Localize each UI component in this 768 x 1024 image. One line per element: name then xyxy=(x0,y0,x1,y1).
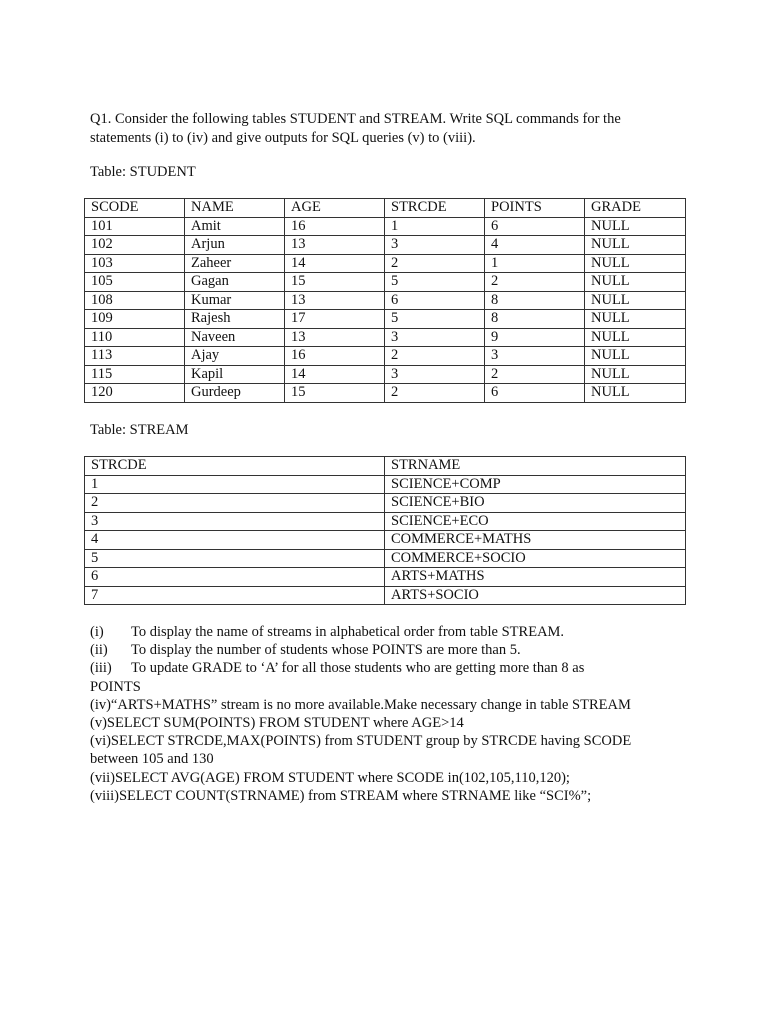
column-header: NAME xyxy=(185,199,285,218)
table-cell: Arjun xyxy=(185,236,285,255)
question-iv: (iv)“ARTS+MATHS” stream is no more available.Make necessary change in table STREAM xyxy=(90,696,631,713)
table-cell: 4 xyxy=(485,236,585,255)
student-table xyxy=(84,198,686,403)
student-row xyxy=(85,347,686,366)
table-cell: 103 xyxy=(85,254,185,273)
stream-table-label: Table: STREAM xyxy=(90,422,189,438)
column-header: STRCDE xyxy=(385,199,485,218)
table-cell: 13 xyxy=(285,236,385,255)
table-cell: NULL xyxy=(585,254,686,273)
student-table-label: Table: STUDENT xyxy=(90,164,196,180)
question-viii: (viii)SELECT COUNT(STRNAME) from STREAM where STRNAME like “SCI%”; xyxy=(90,787,592,804)
question-text: To display the number of students whose POINTS are more than 5. xyxy=(131,642,521,659)
stream-header-row xyxy=(85,457,686,476)
question-v: (v)SELECT SUM(POINTS) FROM STUDENT where AGE>14 xyxy=(90,715,464,732)
table-cell: 115 xyxy=(85,365,185,384)
stream-row xyxy=(85,494,686,513)
table-cell: Rajesh xyxy=(185,310,285,329)
table-cell: Gurdeep xyxy=(185,384,285,403)
stream-table xyxy=(84,456,686,605)
table-cell: NULL xyxy=(585,328,686,347)
student-row xyxy=(85,217,686,236)
table-cell: 3 xyxy=(385,328,485,347)
table-cell: 4 xyxy=(85,531,385,550)
table-cell: 17 xyxy=(285,310,385,329)
table-cell: 13 xyxy=(285,328,385,347)
table-cell: NULL xyxy=(585,236,686,255)
table-cell: 113 xyxy=(85,347,185,366)
table-cell: 15 xyxy=(285,384,385,403)
table-cell: NULL xyxy=(585,217,686,236)
question-vii: (vii)SELECT AVG(AGE) FROM STUDENT where SCODE in(102,105,110,120); xyxy=(90,769,570,786)
table-cell: 8 xyxy=(485,310,585,329)
table-cell: 102 xyxy=(85,236,185,255)
table-cell: 6 xyxy=(385,291,485,310)
table-cell: 2 xyxy=(85,494,385,513)
table-cell: 7 xyxy=(85,586,385,605)
table-cell: 120 xyxy=(85,384,185,403)
table-cell: NULL xyxy=(585,291,686,310)
table-cell: NULL xyxy=(585,273,686,292)
table-cell: 110 xyxy=(85,328,185,347)
question-iii xyxy=(90,659,690,677)
stream-row xyxy=(85,475,686,494)
table-cell: 5 xyxy=(385,310,485,329)
table-cell: SCIENCE+ECO xyxy=(385,512,686,531)
student-row xyxy=(85,384,686,403)
table-cell: 8 xyxy=(485,291,585,310)
student-row xyxy=(85,273,686,292)
column-header: AGE xyxy=(285,199,385,218)
table-cell: 6 xyxy=(85,568,385,587)
table-cell: 16 xyxy=(285,217,385,236)
table-cell: Gagan xyxy=(185,273,285,292)
stream-row xyxy=(85,531,686,550)
question-vi-continued: between 105 and 130 xyxy=(90,751,214,768)
table-cell: 3 xyxy=(385,236,485,255)
table-cell: 15 xyxy=(285,273,385,292)
student-row xyxy=(85,291,686,310)
table-cell: 108 xyxy=(85,291,185,310)
column-header: STRCDE xyxy=(85,457,385,476)
table-cell: NULL xyxy=(585,347,686,366)
table-cell: NULL xyxy=(585,384,686,403)
table-cell: Kapil xyxy=(185,365,285,384)
table-cell: COMMERCE+MATHS xyxy=(385,531,686,550)
table-cell: 2 xyxy=(385,254,485,273)
question-intro xyxy=(90,110,690,148)
question-ii xyxy=(90,641,690,659)
table-cell: ARTS+MATHS xyxy=(385,568,686,587)
table-cell: COMMERCE+SOCIO xyxy=(385,549,686,568)
table-cell: 5 xyxy=(85,549,385,568)
table-cell: 5 xyxy=(385,273,485,292)
table-cell: 101 xyxy=(85,217,185,236)
student-row xyxy=(85,310,686,329)
question-text: To display the name of streams in alphabetical order from table STREAM. xyxy=(131,624,565,640)
table-cell: Amit xyxy=(185,217,285,236)
question-i xyxy=(90,623,690,641)
table-cell: 6 xyxy=(485,384,585,403)
table-cell: 2 xyxy=(485,273,585,292)
column-header: GRADE xyxy=(585,199,686,218)
table-cell: NULL xyxy=(585,365,686,384)
table-cell: 109 xyxy=(85,310,185,329)
stream-row xyxy=(85,512,686,531)
table-cell: 3 xyxy=(85,512,385,531)
column-header: SCODE xyxy=(85,199,185,218)
table-cell: 3 xyxy=(385,365,485,384)
question-number: (i) xyxy=(90,624,104,640)
table-cell: SCIENCE+BIO xyxy=(385,494,686,513)
table-cell: 6 xyxy=(485,217,585,236)
question-text: To update GRADE to ‘A’ for all those students who are getting more than 8 as xyxy=(131,660,585,677)
student-row xyxy=(85,365,686,384)
table-cell: 9 xyxy=(485,328,585,347)
table-cell: ARTS+SOCIO xyxy=(385,586,686,605)
stream-row xyxy=(85,549,686,568)
table-cell: 105 xyxy=(85,273,185,292)
stream-row xyxy=(85,568,686,587)
intro-line-2: statements (i) to (iv) and give outputs for SQL queries (v) to (viii). xyxy=(90,130,476,146)
student-row xyxy=(85,236,686,255)
table-cell: 2 xyxy=(385,347,485,366)
question-list xyxy=(90,623,690,805)
table-cell: 2 xyxy=(485,365,585,384)
table-cell: NULL xyxy=(585,310,686,329)
question-iii-continued: POINTS xyxy=(90,678,141,695)
student-row xyxy=(85,254,686,273)
table-cell: 3 xyxy=(485,347,585,366)
table-cell: Zaheer xyxy=(185,254,285,273)
table-cell: SCIENCE+COMP xyxy=(385,475,686,494)
table-cell: Kumar xyxy=(185,291,285,310)
table-cell: 1 xyxy=(385,217,485,236)
table-cell: Naveen xyxy=(185,328,285,347)
table-cell: 14 xyxy=(285,254,385,273)
table-cell: 14 xyxy=(285,365,385,384)
column-header: STRNAME xyxy=(385,457,686,476)
table-cell: 2 xyxy=(385,384,485,403)
student-header-row xyxy=(85,199,686,218)
intro-line-1: Q1. Consider the following tables STUDENT and STREAM. Write SQL commands for the xyxy=(90,111,621,127)
student-row xyxy=(85,328,686,347)
table-cell: 16 xyxy=(285,347,385,366)
question-number: (iii) xyxy=(90,660,112,677)
stream-row xyxy=(85,586,686,605)
column-header: POINTS xyxy=(485,199,585,218)
table-cell: 1 xyxy=(485,254,585,273)
table-cell: Ajay xyxy=(185,347,285,366)
table-cell: 1 xyxy=(85,475,385,494)
table-cell: 13 xyxy=(285,291,385,310)
question-vi: (vi)SELECT STRCDE,MAX(POINTS) from STUDENT group by STRCDE having SCODE xyxy=(90,733,632,750)
question-number: (ii) xyxy=(90,642,108,659)
